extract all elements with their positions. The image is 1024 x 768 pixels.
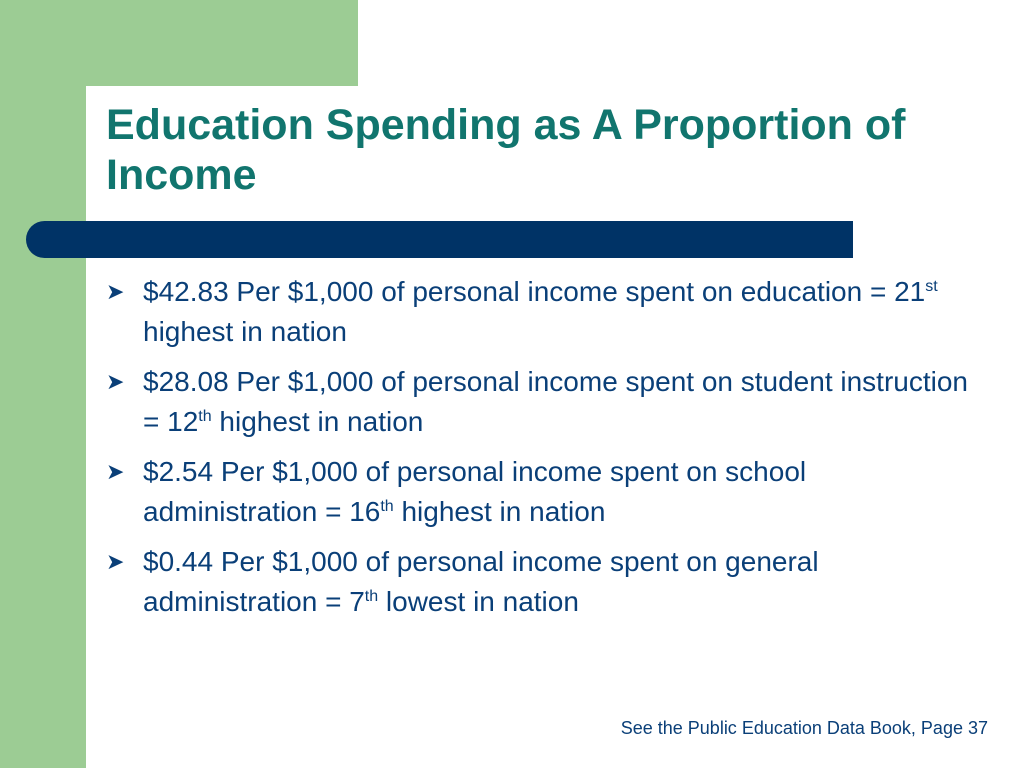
bullet-text: $42.83 Per $1,000 of personal income spent on education = 21: [143, 276, 926, 307]
bullet-text-end: lowest in nation: [378, 586, 579, 617]
bullet-list: [106, 272, 986, 632]
bullet-item: [106, 452, 986, 532]
bullet-text: $2.54 Per $1,000 of personal income spent on school administration = 16: [143, 456, 807, 527]
ordinal-suffix: th: [380, 498, 394, 515]
bullet-text-end: highest in nation: [143, 316, 347, 347]
ordinal-suffix: th: [364, 588, 379, 605]
bullet-item: [106, 272, 986, 352]
source-footnote: See the Public Education Data Book, Page 37: [620, 718, 988, 738]
title-divider-bar: [26, 221, 853, 258]
arrow-bullet-icon: ➤: [106, 459, 125, 484]
slide-title: Education Spending as A Proportion of Income: [106, 101, 906, 199]
ordinal-suffix: th: [198, 408, 212, 425]
bullet-text-end: highest in nation: [393, 496, 606, 527]
arrow-bullet-icon: ➤: [106, 549, 125, 574]
arrow-bullet-icon: ➤: [106, 279, 125, 304]
green-side-band: [0, 0, 86, 768]
bullet-item: [106, 362, 986, 442]
bullet-text: $0.44 Per $1,000 of personal income spent on general administration = 7: [143, 546, 819, 617]
green-top-block: [86, 0, 358, 86]
bullet-text-end: highest in nation: [211, 406, 424, 437]
bullet-item: [106, 542, 986, 622]
ordinal-suffix: st: [925, 278, 938, 295]
bullet-text: $28.08 Per $1,000 of personal income spent on student instruction = 12: [143, 366, 968, 437]
arrow-bullet-icon: ➤: [106, 369, 125, 394]
